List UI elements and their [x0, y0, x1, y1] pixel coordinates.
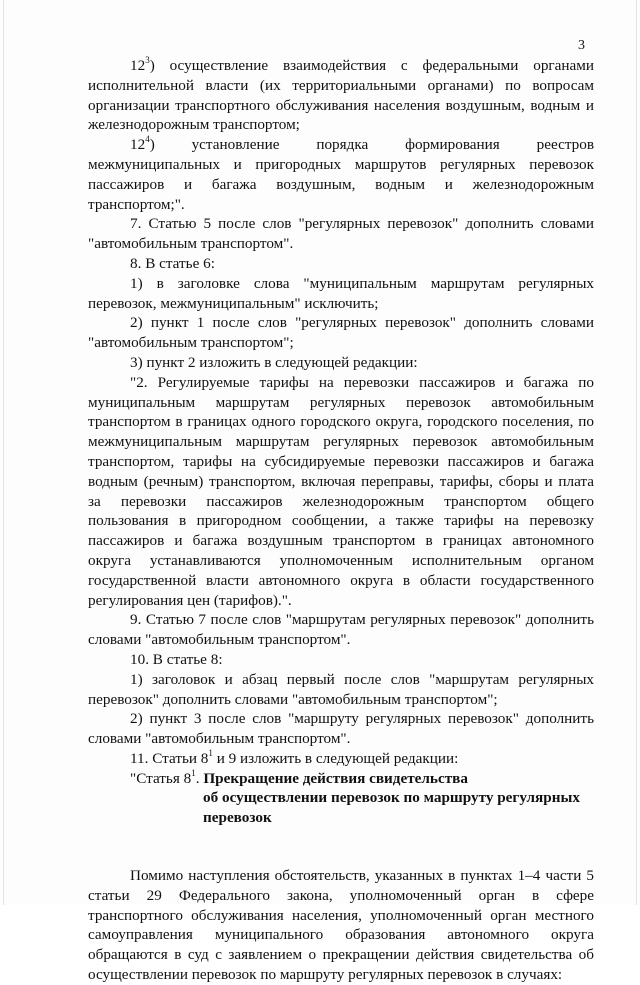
paragraph-12-4: $12^4$) установление порядка формирования реестров межмуниципальных и пригородных маршрутов регулярных перевозок пассажиров и багажа воздушным, водным и железнодорожным транспортом;".	[88, 134, 594, 213]
paragraph-8-2: 2) пункт 1 после слов "регулярных перевозок" дополнить словами "автомобильным транспортом";	[88, 314, 594, 352]
paragraph-10-1: 1) заголовок и абзац первый после слов "маршрутам регулярных перевозок" дополнить словами "автомобильным транспортом";	[88, 670, 594, 708]
paragraph-8-3: 3) пункт 2 изложить в следующей редакции:	[130, 353, 418, 371]
paragraph-item-10: 10. В статье 8:	[130, 650, 223, 668]
paragraph-item-8: 8. В статье 6:	[130, 254, 215, 272]
article-title: Прекращение действия свидетельства	[203, 769, 468, 787]
spacer	[88, 828, 594, 866]
page-number: 3	[578, 38, 585, 53]
scan-edge-right	[636, 0, 637, 905]
article-title-continued: об осуществлении перевозок по маршруту регулярных перевозок	[203, 789, 580, 827]
article-heading: "Статья $8^1$. Прекращение действия свидетельства	[130, 767, 468, 787]
paragraph-item-11: 11. Статьи $8^1$ и 9 изложить в следующей редакции:	[130, 747, 459, 767]
document-body	[88, 56, 594, 985]
paragraph-item-9: 9. Статью 7 после слов "маршрутам регулярных перевозок" дополнить словами "автомобильным транспортом".	[88, 611, 594, 649]
paragraph-10-2: 2) пункт 3 после слов "маршруту регулярных перевозок" дополнить словами "автомобильным транспортом".	[88, 710, 594, 748]
paragraph-tariffs: "2. Регулируемые тарифы на перевозки пассажиров и багажа по муниципальным маршрутам регулярных перевозок автомобильным транспортом в границах одного городского округа, городского поселения, по межмуниципальным маршрутам регулярных перевозок автомобильным транспортом, тарифы на субсидируемые перевозки пассажиров и багажа водным (речным) транспортом, включая переправы, тарифы, сборы и плата за перевозки пассажиров железнодорожным транспортом общего пользования в пригородном сообщении, а также тарифы на перевозку пассажиров и багажа воздушным транспортом в границах автономного округа устанавливаются уполномоченным исполнительным органом государственной власти автономного округа в области государственного регулирования цен (тарифов).".	[88, 373, 594, 609]
scan-edge-left	[3, 0, 4, 905]
paragraph-12-3: $12^3$) осуществление взаимодействия с федеральными органами исполнительной власти (их территориальными органами) по вопросам организации транспортного обслуживания населения воздушным, водным и железнодорожным транспортом;	[88, 54, 594, 134]
paragraph-8-1: 1) в заголовке слова "муниципальным маршрутам регулярных перевозок, межмуниципальным" исключить;	[88, 274, 594, 312]
article-number: "Статья 8	[130, 769, 192, 787]
paragraph-item-7: 7. Статью 5 после слов "регулярных перевозок" дополнить словами "автомобильным транспортом".	[88, 215, 594, 253]
paragraph-article-body: Помимо наступления обстоятельств, указанных в пунктах 1–4 части 5 статьи 29 Федерального закона, уполномоченный орган в сфере транспортного обслуживания населения, уполномоченный орган местного самоуправления муниципального образования автономного округа обращаются в суд с заявлением о прекращении действия свидетельства об осуществлении перевозок по маршруту регулярных перевозок в случаях:	[88, 867, 594, 984]
